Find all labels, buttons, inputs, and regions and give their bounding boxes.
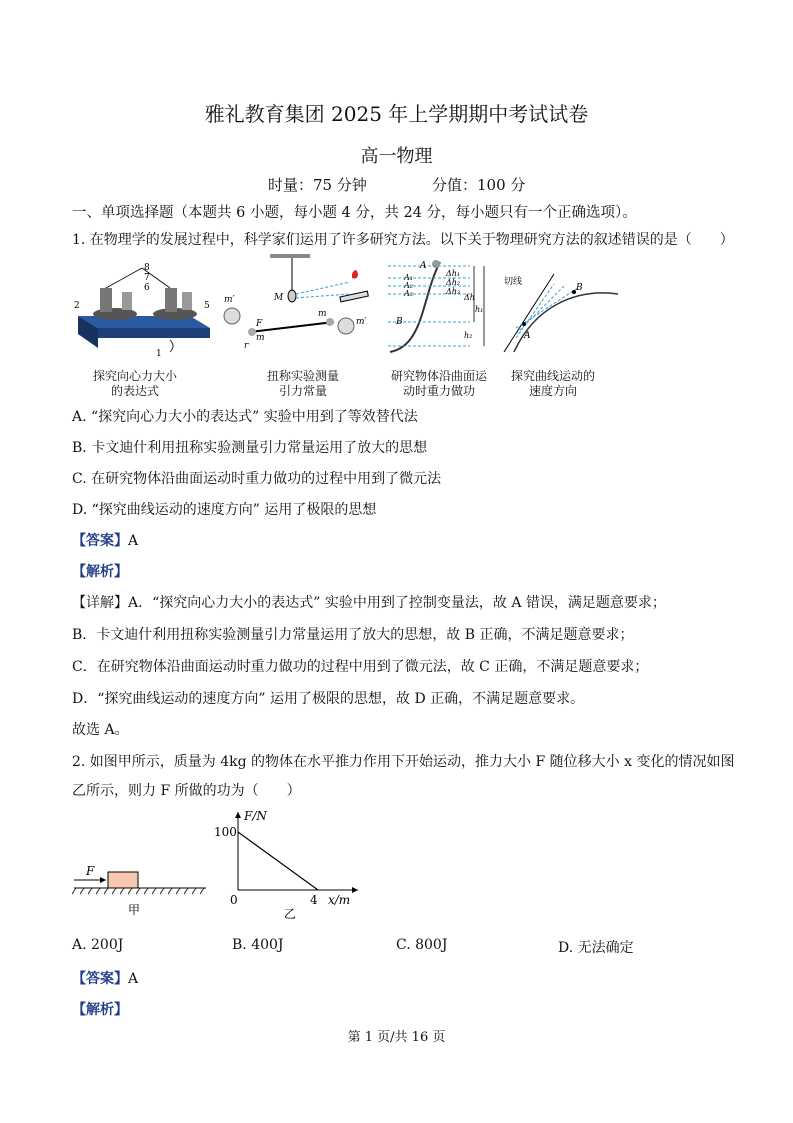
q2-graph bbox=[210, 806, 370, 922]
q1-conclusion: 故选 A。 bbox=[72, 722, 129, 738]
fig3-label-dh2: Δh₂ bbox=[446, 278, 461, 287]
q1-answer: A bbox=[128, 533, 139, 549]
fig4-caption-line1: 探究曲线运动的 bbox=[510, 369, 595, 383]
q1-option-d: D. “探究曲线运动的速度方向” 运用了极限的思想 bbox=[72, 502, 377, 518]
subject-title: 高一物理 bbox=[360, 146, 433, 167]
fig4-label-B: B bbox=[576, 283, 583, 293]
graph-caption: 乙 bbox=[284, 907, 297, 921]
graph-xlabel: x/m bbox=[328, 893, 351, 907]
q2-option-d: D. 无法确定 bbox=[558, 940, 634, 956]
exam-title: 雅礼教育集团 2025 年上学期期中考试试卷 bbox=[204, 102, 589, 126]
fig3-label-A2: A₂ bbox=[404, 281, 413, 290]
q1-detail-c: C．在研究物体沿曲面运动时重力做功的过程中用到了微元法，故 C 正确，不满足题意要求； bbox=[72, 659, 649, 675]
fig2-caption-line2: 引力常量 bbox=[278, 384, 327, 398]
fig3-label-dh1: Δh₁ bbox=[446, 269, 461, 278]
fig3-label-h1: h₁ bbox=[475, 305, 484, 314]
fig2-label-r: r bbox=[244, 341, 249, 351]
fig3-caption-line2: 动时重力做功 bbox=[402, 384, 475, 398]
fig2-caption-line1: 扭称实验测量 bbox=[266, 369, 339, 383]
fig4-label-tangent: 切线 bbox=[504, 277, 523, 287]
svg-text:2: 2 bbox=[74, 301, 80, 311]
q2-stem-line1: 2. 如图甲所示，质量为 4kg 的物体在水平推力作用下开始运动，推力大小 F 随位移大小 x 变化的情况如图 bbox=[72, 754, 735, 770]
q1-detail-d: D．“探究曲线运动的速度方向” 运用了极限的思想，故 D 正确，不满足题意要求。 bbox=[72, 691, 585, 707]
q1-detail-a: 【详解】A．“探究向心力大小的表达式” 实验中用到了控制变量法，故 A 错误，满足题意要求； bbox=[72, 595, 666, 611]
jia-force-label: F bbox=[86, 864, 95, 878]
q1-figure-curved-surface bbox=[384, 256, 494, 356]
fig3-label-A1: A₁ bbox=[404, 273, 413, 282]
fig4-caption-line2: 速度方向 bbox=[528, 384, 577, 398]
fig2-label-m: m bbox=[256, 333, 265, 343]
graph-series-line bbox=[238, 832, 318, 890]
q1-option-b: B. 卡文迪什利用扭称实验测量引力常量运用了放大的思想 bbox=[72, 440, 428, 456]
jia-caption: 甲 bbox=[128, 903, 141, 917]
svg-text:5: 5 bbox=[204, 301, 210, 311]
q1-stem: 1. 在物理学的发展过程中，科学家们运用了许多研究方法。以下关于物理研究方法的叙述错误的是（ ） bbox=[72, 232, 734, 248]
graph-ytick: 100 bbox=[214, 825, 237, 839]
q2-option-a: A. 200J bbox=[72, 937, 124, 953]
svg-text:m: m bbox=[318, 309, 327, 319]
exam-score: 分值：100 分 bbox=[432, 176, 526, 194]
fig3-label-dh3: Δh₃ bbox=[446, 287, 461, 296]
fig3-label-A3: A₃ bbox=[404, 289, 413, 298]
q2-answer: A bbox=[128, 971, 139, 987]
q2-stem-line2: 乙所示，则力 F 所做的功为（ ） bbox=[72, 783, 301, 799]
fig1-caption-line2: 的表达式 bbox=[110, 384, 159, 398]
q2-figure-jia bbox=[72, 858, 208, 918]
graph-ylabel: F/N bbox=[244, 809, 267, 823]
fig2-label-F: F bbox=[256, 319, 263, 329]
q1-answer-label: 【答案】 bbox=[72, 533, 128, 549]
fig2-label-M: M bbox=[274, 293, 284, 303]
q1-option-a: A. “探究向心力大小的表达式” 实验中用到了等效替代法 bbox=[72, 409, 418, 425]
svg-text:7: 7 bbox=[144, 273, 150, 283]
section-heading: 一、单项选择题（本题共 6 小题，每小题 4 分，共 24 分，每小题只有一个正确选项）。 bbox=[72, 205, 637, 221]
svg-text:m′: m′ bbox=[356, 317, 367, 327]
fig3-label-A: A bbox=[420, 261, 427, 271]
fig3-caption-line1: 研究物体沿曲面运 bbox=[390, 369, 487, 383]
q2-analysis-label: 【解析】 bbox=[72, 1002, 128, 1018]
q1-detail-b: B．卡文迪什利用扭称实验测量引力常量运用了放大的思想，故 B 正确，不满足题意要求； bbox=[72, 627, 634, 643]
fig3-label-h2: h₂ bbox=[464, 331, 473, 340]
exam-time: 时量：75 分钟 bbox=[268, 176, 367, 194]
q1-figure-torsion bbox=[222, 252, 372, 362]
fig2-label-mp: m′ bbox=[224, 295, 235, 305]
fig1-caption-line1: 探究向心力大小 bbox=[92, 369, 177, 383]
q1-figure-centripetal bbox=[70, 258, 220, 358]
q2-option-c: C. 800J bbox=[396, 937, 448, 953]
graph-origin: 0 bbox=[230, 893, 238, 907]
svg-text:6: 6 bbox=[144, 283, 150, 293]
q1-option-c: C. 在研究物体沿曲面运动时重力做功的过程中用到了微元法 bbox=[72, 471, 442, 487]
q1-analysis-label: 【解析】 bbox=[72, 564, 128, 580]
graph-xtick: 4 bbox=[310, 893, 318, 907]
svg-text:8: 8 bbox=[144, 263, 150, 273]
q1-figure-curve-velocity bbox=[494, 268, 622, 354]
page-footer: 第 1 页/共 16 页 bbox=[347, 1030, 446, 1045]
fig4-label-A: A bbox=[524, 331, 531, 341]
fig3-label-B: B bbox=[396, 317, 403, 327]
svg-text:1: 1 bbox=[156, 349, 162, 358]
fig3-label-dh: Δh bbox=[464, 293, 475, 302]
q2-answer-label: 【答案】 bbox=[72, 971, 128, 987]
q2-option-b: B. 400J bbox=[232, 937, 284, 953]
